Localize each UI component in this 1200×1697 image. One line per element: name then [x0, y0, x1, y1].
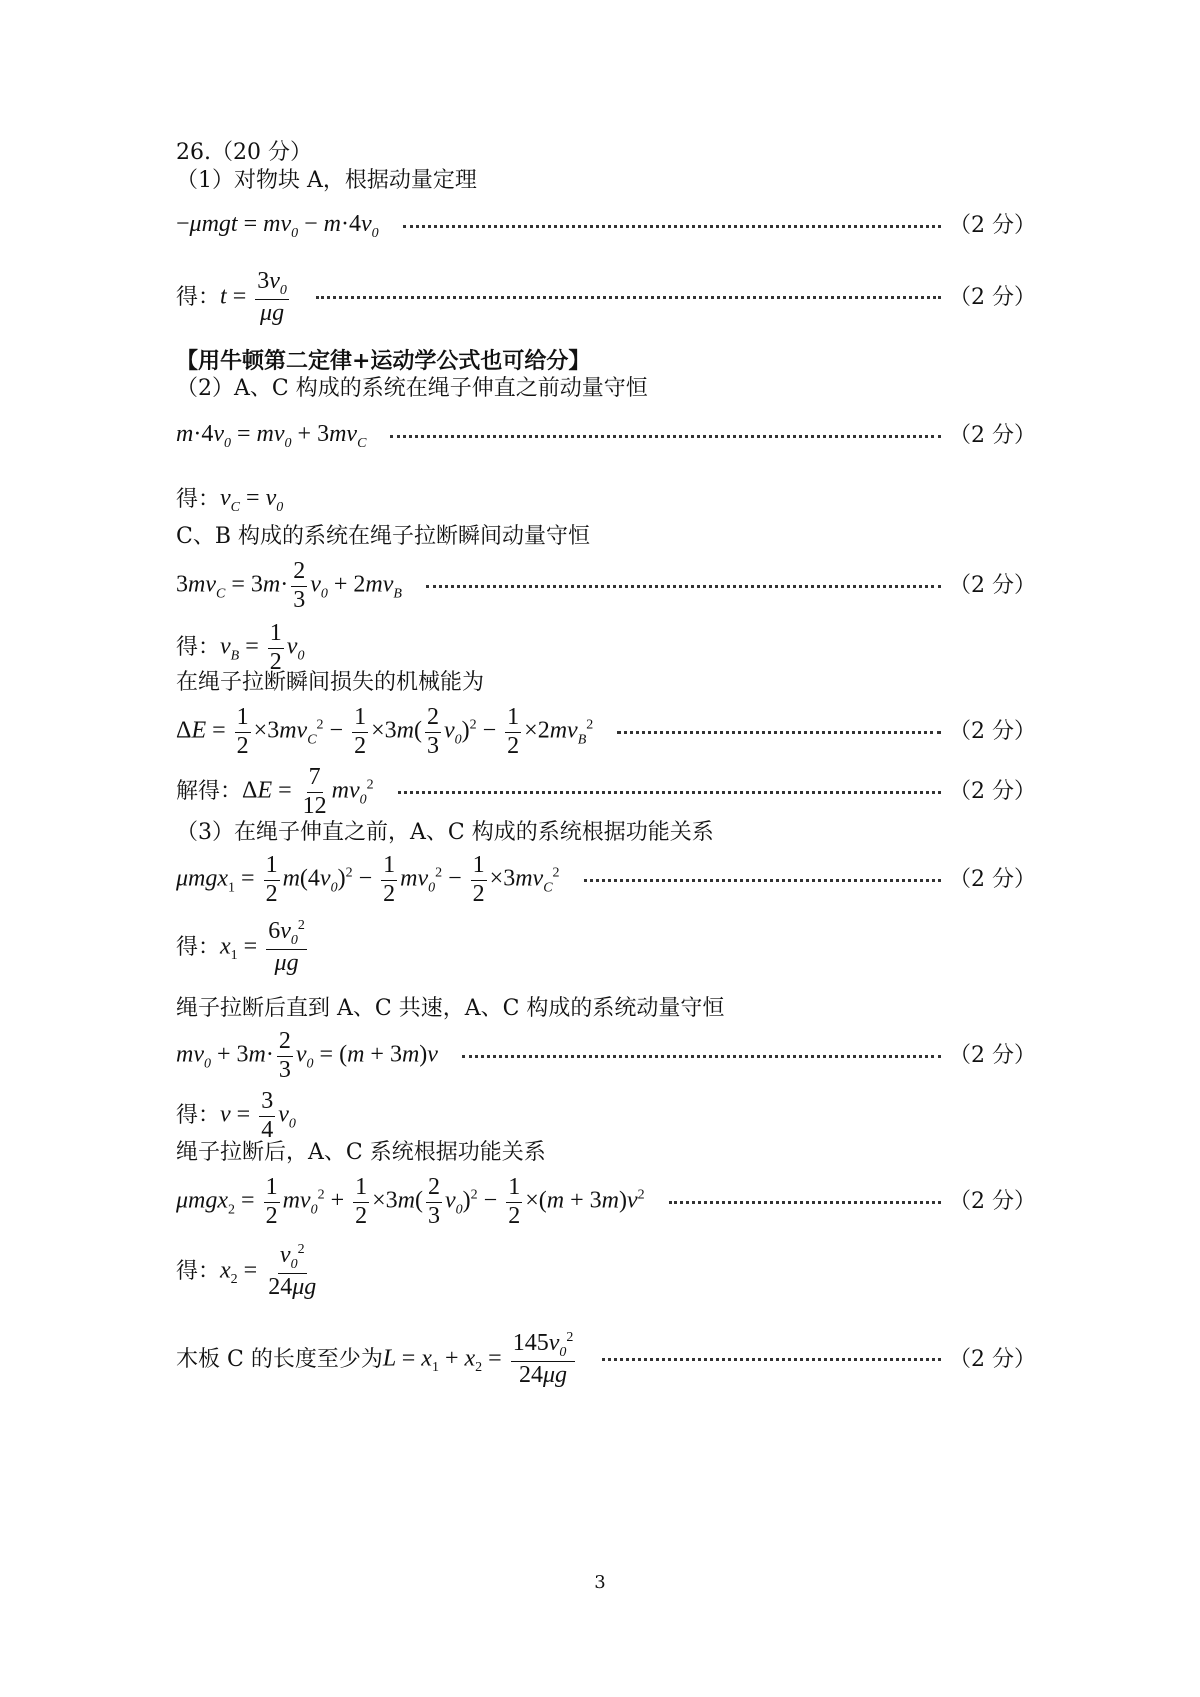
work-energy-equation-1: μmgx$_1$ = $\frac{1}{2}$ $m(4v_0)^2$ − $\frac{1}{2}$ $mv_0^2$ − $\frac{1}{2}$ $\times 3mv_C^2$ [176, 852, 560, 907]
score-label: （2 分） [949, 1188, 1036, 1214]
vc-result: $v_C = v_0$ [220, 485, 284, 515]
dot-leader [584, 879, 941, 882]
score-label: （2 分） [949, 213, 1036, 239]
dot-leader [398, 791, 941, 794]
score-label: （2 分） [949, 778, 1036, 804]
problem-header-text: 26.（20 分） [176, 140, 312, 165]
work-energy-equation-2: μmgx$_2$ = $\frac{1}{2}$ $mv_0^2$ + $\frac{1}{2}$ ×3m( $\frac{2}{3}$ $v_0)^2$ − $\frac{1}{2}$ $\times(m + 3m)v^2$ [176, 1174, 645, 1229]
energy-intro: 在绳子拉断瞬间损失的机械能为 [176, 670, 485, 695]
equation-8: 解得： ΔE = $\frac{7}{12}$ $mv_0^2$ （2 分） [176, 764, 1036, 819]
score-label: （2 分） [949, 423, 1036, 449]
equation-12: 得： v = $\frac{3}{4}$ $v_0$ [176, 1088, 296, 1143]
momentum-theorem-equation: $-\mu mgt = mv_0 - m\cdot 4v_0$ [176, 211, 379, 241]
dot-leader [669, 1201, 941, 1204]
equation-9 [176, 852, 1036, 908]
momentum-conservation-ac-2: $mv_0 + 3m\cdot$ $\frac{2}{3}$ $v_0 = (m + 3m)v$ [176, 1028, 438, 1083]
equation-10: 得： $x_1$ = $\frac{6v_0^2}{\mu g}$ [176, 918, 1036, 977]
dot-leader [403, 225, 941, 228]
ac2-intro: 绳子拉断后，A、C 系统根据功能关系 [176, 1140, 546, 1165]
score-label: （2 分） [949, 572, 1036, 598]
score-label: （2 分） [949, 1042, 1036, 1068]
score-label: （2 分） [949, 718, 1036, 744]
equation-15: 木板 C 的长度至少为 $L = x_1 + x_2$ = $\frac{145v_0^2}{24\mu g}$ （2 分） [176, 1330, 1036, 1388]
momentum-conservation-cb: $3mv_C = 3m\cdot$ $\frac{2}{3}$ $v_0 + 2mv_B$ [176, 558, 402, 613]
dot-leader [602, 1358, 941, 1361]
part1-intro: （1）对物块 A，根据动量定理 [176, 168, 477, 193]
x2-result: $x_2$ = $\frac{v_0^2}{24\mu g}$ [220, 1242, 317, 1300]
equation-4: 得： $v_C = v_0$ [176, 485, 284, 515]
cb-intro: C、B 构成的系统在绳子拉断瞬间动量守恒 [176, 524, 590, 549]
equation-3 [176, 420, 1036, 453]
problem-header [176, 140, 1036, 166]
equation-13 [176, 1174, 1036, 1230]
energy-loss-equation: ΔE = $\frac{1}{2}$ $\times 3mv_C^2$ − $\frac{1}{2}$ ×3m( $\frac{2}{3}$ $v_0)^2$ − $\frac{1}{2}$ $\times 2mv_B^2$ [176, 704, 594, 759]
dot-leader [316, 296, 941, 299]
dot-leader [426, 585, 941, 588]
score-label: （2 分） [949, 1346, 1036, 1372]
equation-5 [176, 558, 1036, 614]
momentum-conservation-ac: $m\cdot 4v_0 = mv_0 + 3mv_C$ [176, 421, 367, 451]
dot-leader [390, 435, 941, 438]
note: 【用牛顿第二定律+运动学公式也可给分】 [176, 348, 591, 374]
equation-11 [176, 1028, 1036, 1084]
equation-14: 得： $x_2$ = $\frac{v_0^2}{24\mu g}$ [176, 1242, 1036, 1301]
part3-intro: （3）在绳子伸直之前，A、C 构成的系统根据功能关系 [176, 820, 714, 845]
common-velocity-result: v = $\frac{3}{4}$ $v_0$ [220, 1088, 296, 1143]
score-label: （2 分） [949, 284, 1036, 310]
vb-result: $v_B$ = $\frac{1}{2}$ $v_0$ [220, 620, 305, 675]
dot-leader [617, 731, 941, 734]
dot-leader [462, 1055, 941, 1058]
equation-6: 得： $v_B$ = $\frac{1}{2}$ $v_0$ [176, 620, 305, 675]
score-label: （2 分） [949, 866, 1036, 892]
ac-intro: 绳子拉断后直到 A、C 共速，A、C 构成的系统动量守恒 [176, 996, 725, 1021]
part2-intro: （2）A、C 构成的系统在绳子伸直之前动量守恒 [176, 376, 648, 401]
energy-loss-result: ΔE = $\frac{7}{12}$ $mv_0^2$ [242, 764, 374, 819]
x1-result: $x_1$ = $\frac{6v_0^2}{\mu g}$ [220, 918, 305, 976]
equation-1 [176, 210, 1036, 243]
page-number: 3 [594, 1572, 606, 1593]
time-result: t = $\frac{3v_0}{\mu g}$ [220, 268, 287, 326]
board-length-result: $L = x_1 + x_2$ = $\frac{145v_0^2}{24\mu g}$ [382, 1330, 574, 1388]
equation-7 [176, 704, 1036, 760]
equation-2: 得： t = $\frac{3v_0}{\mu g}$ （2 分） [176, 268, 1036, 326]
